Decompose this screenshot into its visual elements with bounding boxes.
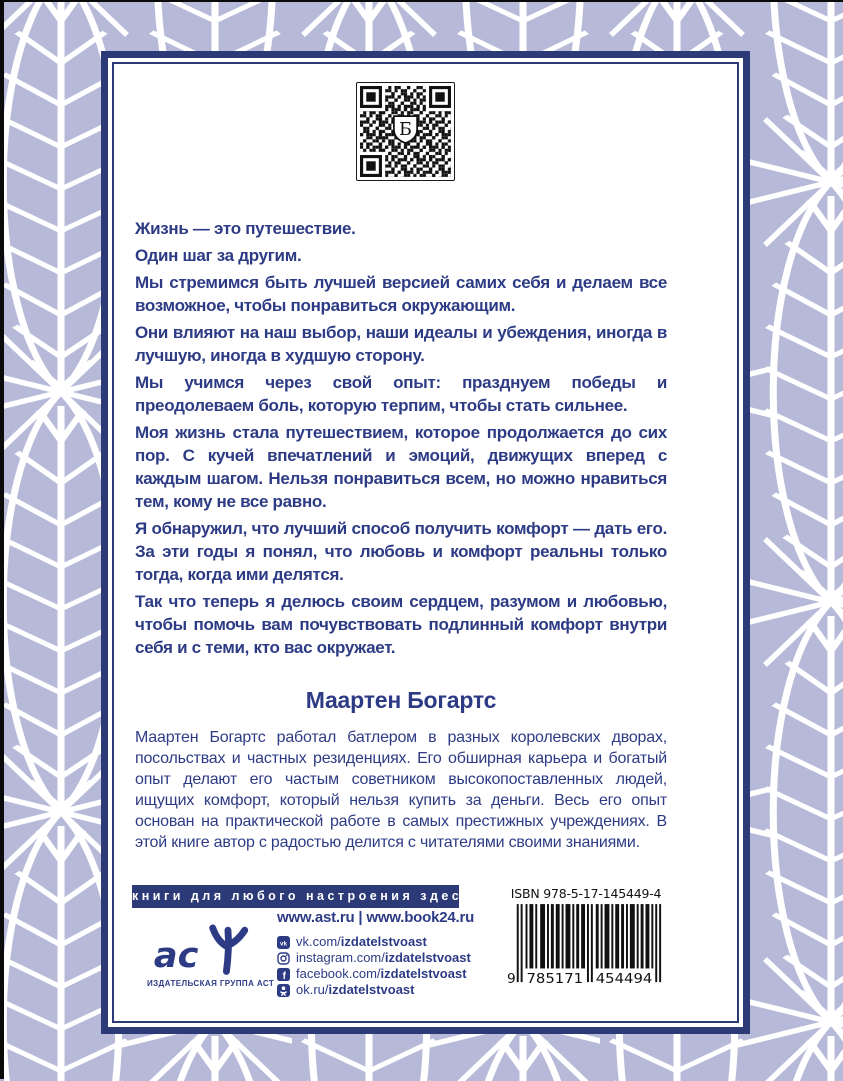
links-block <box>277 909 507 999</box>
social-prefix: vk.com/ <box>296 934 341 949</box>
svg-text:f: f <box>282 970 286 981</box>
svg-text:vk: vk <box>280 939 287 947</box>
qr-shield-logo <box>394 116 417 143</box>
ok-icon <box>277 984 290 997</box>
slogan-banner: книги для любого настроения здесь <box>132 885 459 908</box>
social-row-instagram <box>277 951 507 965</box>
social-handle: izdatelstvoast <box>384 950 471 965</box>
vk-icon <box>277 936 290 949</box>
qr-code <box>356 82 455 181</box>
websites-line: www.ast.ru | www.book24.ru <box>277 909 475 926</box>
blurb-paragraph: Один шаг за другим. <box>135 246 302 265</box>
blurb-text <box>114 181 737 659</box>
blurb-paragraph: Жизнь — это путешествие. <box>135 219 356 238</box>
social-handle: izdatelstvoast <box>380 966 467 981</box>
social-handle: izdatelstvoast <box>340 934 427 949</box>
social-row-vk <box>277 935 507 949</box>
social-row-facebook <box>277 967 507 981</box>
social-row-ok <box>277 983 507 997</box>
publisher-caption: ИЗДАТЕЛЬСКАЯ ГРУППА АСТ <box>147 979 275 988</box>
qr-code-graphic <box>360 86 451 177</box>
barcode-digit-first: 9 <box>507 971 516 988</box>
social-handle: izdatelstvoast <box>328 982 415 997</box>
cover-panel <box>101 51 750 1034</box>
author-name-heading: Маартен Богартс <box>305 687 497 713</box>
qr-finder-bottom-left <box>360 152 385 177</box>
instagram-icon <box>277 952 290 965</box>
blurb-paragraph: Моя жизнь стала путешествием, которое продолжается до сих пор. С кучей впечатлений и эмоций, движущих вперед с каждым шагом. Нельзя понравиться всем, но можно нравиться тем, кому не все равно. <box>135 423 667 511</box>
qr-finder-top-right <box>426 86 451 111</box>
blurb-paragraph: Они влияют на наш выбор, наши идеалы и убеждения, иногда в лучшую, иногда в худшую сторону. <box>135 323 667 365</box>
blurb-paragraph: Я обнаружил, что лучший способ получить комфорт — дать его. За эти годы я понял, что любовь и комфорт реальны только тогда, когда ими делятся. <box>135 519 667 584</box>
ean13-barcode <box>507 903 665 991</box>
social-prefix: facebook.com/ <box>296 966 381 981</box>
cover-panel-inner <box>112 62 739 1023</box>
ast-logo-icon <box>152 918 252 976</box>
barcode-digits-right: 454494 <box>595 971 653 988</box>
blurb-paragraph: Так что теперь я делюсь своим сердцем, разумом и любовью, чтобы помочь вам почувствовать подлинный комфорт внутри себя и с теми, кто вас окружает. <box>135 592 667 657</box>
barcode-digits-left: 785171 <box>526 971 584 988</box>
facebook-icon <box>277 968 290 981</box>
isbn-label: ISBN 978-5-17-145449-4 <box>510 886 662 901</box>
ast-logo-person <box>213 928 245 971</box>
author-bio: Маартен Богартс работал батлером в разных королевских дворах, посольствах и частных резиденциях. Его обширная карьера и богатый опыт делают его частым советником высокопоставленных людей, ищущих комфорт, который нельзя купить за деньги. Весь его опыт основан на практической работе в самых престижных учреждениях. В этой книге автор с радостью делится с читателями своими знаниями. <box>135 729 667 851</box>
social-prefix: instagram.com/ <box>296 950 385 965</box>
qr-shield-letter: Б <box>399 119 412 140</box>
social-prefix: ok.ru/ <box>296 982 329 997</box>
blurb-paragraph: Мы учимся через свой опыт: празднуем победы и преодолеваем боль, которую терпим, чтобы стать сильнее. <box>135 373 667 415</box>
blurb-paragraph: Мы стремимся быть лучшей версией самих себя и делаем все возможное, чтобы понравиться окружающим. <box>135 273 667 315</box>
publisher-logo <box>147 918 275 988</box>
isbn-block <box>503 886 669 991</box>
ast-logo-letters: ас <box>153 934 199 976</box>
qr-finder-top-left <box>360 86 385 111</box>
